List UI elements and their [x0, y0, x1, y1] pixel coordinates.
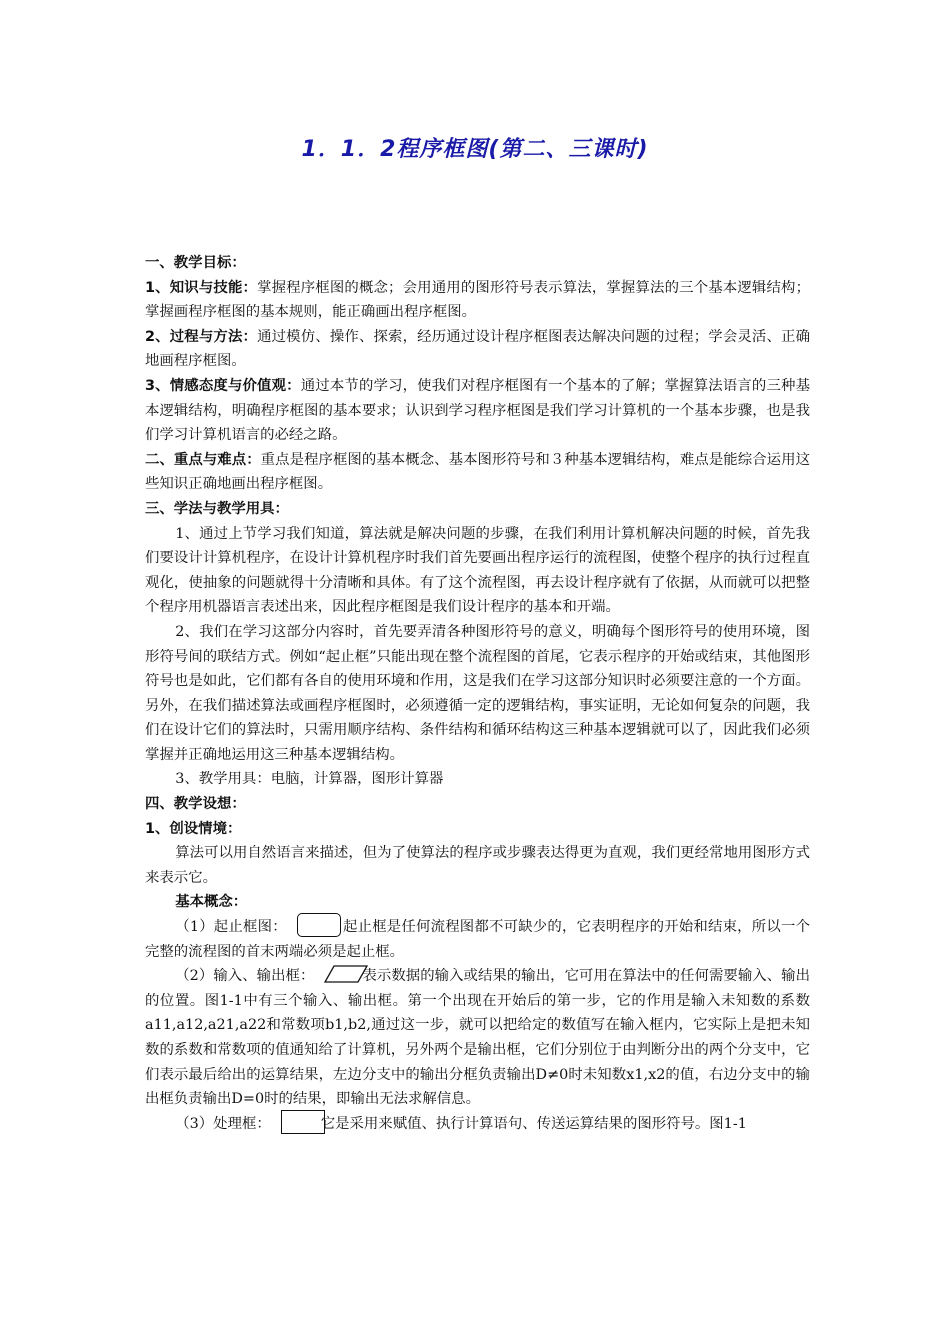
- concept-io: （2）输入、输出框： 表示数据的输入或结果的输出，它可用在算法中的任何需要输入、输出的位置。图1-1中有三个输入、输出框。第一个出现在开始后的第一步，它的作用是输入未知数的系数a11,a12,a21,a22和常数项b1,b2,通过这一步，就可以把给定的数值写在输入框内，它实际上是把未知数的系数和常数项的值通知给了计算机，另外两个是输出框，它们分别位于由判断分出的两个分支中，它们表示最后给出的运算结果，左边分支中的输出分框负责输出D≠0时未知数x1,x2的值，右边分支中的输出框负责输出D=0时的结果，即输出无法求解信息。: [145, 964, 810, 1112]
- goal-attitude: 3、情感态度与价值观：通过本节的学习，使我们对程序框图有一个基本的了解；掌握算法语言的三种基本逻辑结构，明确程序框图的基本要求；认识到学习程序框图是我们学习计算机的一个基本步骤，也是我们学习计算机语言的必经之路。: [145, 377, 810, 444]
- method-paragraph-3: 3、教学用具：电脑，计算器，图形计算器: [175, 771, 444, 788]
- method-paragraph-2: 2、我们在学习这部分内容时，首先要弄清各种图形符号的意义，明确每个图形符号的使用环境，图形符号间的联结方式。例如“起止框”只能出现在整个流程图的首尾，它表示程序的开始或结束，其他图形符号也是如此，它们都有各自的使用环境和作用，这是我们在学习这部分知识时必须要注意的一个方面。另外，在我们描述算法或画程序框图时，必须遵循一定的逻辑结构，事实证明，无论如何复杂的问题，我们在设计它们的算法时，只需用顺序结构、条件结构和循环结构这三种基本逻辑就可以了，因此我们必须掌握并正确地运用这三种基本逻辑结构。: [145, 623, 810, 763]
- concept-heading: 基本概念：: [175, 894, 248, 911]
- method-paragraph-1: 1、通过上节学习我们知道，算法就是解决问题的步骤，在我们利用计算机解决问题的时候，首先我们要设计计算机程序，在设计计算机程序时我们首先要画出程序运行的流程图，使整个程序的执行过程直观化，使抽象的问题就得十分清晰和具体。有了这个流程图，再去设计程序就有了依据，从而就可以把整个程序用机器语言表述出来，因此程序框图是我们设计程序的基本和开端。: [145, 525, 810, 616]
- goal-process: 2、过程与方法：通过模仿、操作、探索，经历通过设计程序框图表达解决问题的过程；学会灵活、正确地画程序框图。: [145, 328, 810, 370]
- process-rectangle-icon: [281, 1110, 325, 1134]
- design-heading: 四、教学设想：: [145, 796, 246, 813]
- key-points: 二、重点与难点：重点是程序框图的基本概念、基本图形符号和３种基本逻辑结构，难点是能综合运用这些知识正确地画出程序框图。: [145, 451, 810, 493]
- scene-heading: 1、创设情境：: [145, 820, 242, 837]
- goal-knowledge: 1、知识与技能：掌握程序框图的概念；会用通用的图形符号表示算法，掌握算法的三个基本逻辑结构；掌握画程序框图的基本规则，能正确画出程序框图。: [145, 279, 810, 321]
- goals-heading: 一、教学目标：: [145, 255, 246, 271]
- terminal-symbol-icon: [297, 913, 341, 937]
- concept-terminal: （1）起止框图： 起止框是任何流程图都不可缺少的，它表明程序的开始和结束，所以一个完整的流程图的首末两端必须是起止框。: [145, 915, 810, 964]
- scene-paragraph: 算法可以用自然语言来描述，但为了使算法的程序或步骤表达得更为直观，我们更经常地用图形方式来表示它。: [145, 845, 810, 886]
- concept-process: （3）处理框： 它是采用来赋值、执行计算语句、传送运算结果的图形符号。图1-1: [145, 1112, 810, 1137]
- page-title: 1．1．2程序框图(第二、三课时): [301, 137, 649, 162]
- document-body: [145, 251, 810, 1136]
- io-parallelogram-icon: [324, 963, 368, 985]
- method-heading: 三、学法与教学用具：: [145, 500, 289, 517]
